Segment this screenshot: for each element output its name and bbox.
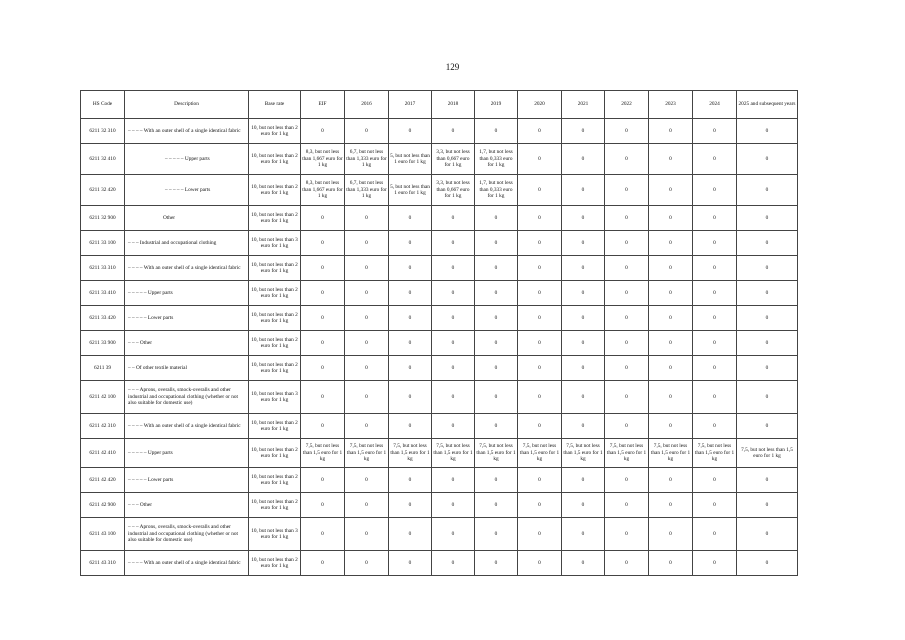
rate-cell: 0 — [737, 551, 798, 576]
description-cell: – – – – With an outer shell of a single identical fabric — [125, 119, 249, 144]
rate-cell: 0 — [562, 493, 605, 518]
rate-cell: 0 — [562, 281, 605, 306]
rate-cell: 0 — [432, 518, 475, 551]
rate-cell: 0 — [301, 206, 345, 231]
rate-cell: 0 — [693, 518, 737, 551]
rate-cell: 0 — [389, 281, 432, 306]
rate-cell: 0 — [693, 119, 737, 144]
rate-cell: 0 — [737, 231, 798, 256]
rate-cell: 0 — [562, 175, 605, 206]
base-rate-cell: 10, but not less than 3 euro for 1 kg — [249, 231, 301, 256]
description-cell: Other — [125, 206, 249, 231]
rate-cell: 0 — [649, 144, 693, 175]
base-rate-cell: 10, but not less than 2 euro for 1 kg — [249, 281, 301, 306]
rate-cell: 0 — [693, 256, 737, 281]
rate-cell: 7,5, but not less than 1,5 euro for 1 kg — [649, 439, 693, 468]
rate-cell: 3,3, but not less than 0,667 euro for 1 kg — [432, 175, 475, 206]
page-number: 129 — [445, 62, 460, 72]
rate-cell: 0 — [475, 206, 518, 231]
description-cell: – – – – – Lower parts — [125, 306, 249, 331]
rate-cell: 8,3, but not less than 1,667 euro for 1 kg — [301, 175, 345, 206]
hs-code-cell: 6211 33 410 — [81, 281, 125, 306]
rate-cell: 0 — [475, 119, 518, 144]
base-rate-cell: 10, but not less than 2 euro for 1 kg — [249, 439, 301, 468]
rate-cell: 0 — [345, 231, 389, 256]
rate-cell: 0 — [649, 119, 693, 144]
rate-cell: 0 — [475, 281, 518, 306]
rate-cell: 0 — [605, 493, 649, 518]
rate-cell: 0 — [518, 175, 562, 206]
description-cell: – – – – With an outer shell of a single identical fabric — [125, 414, 249, 439]
rate-cell: 0 — [345, 306, 389, 331]
description-cell: – – – Aprons, overalls, smock-overalls and other industrial and occupational clothing (whether or not also suitable for domestic use) — [125, 381, 249, 414]
rate-cell: 0 — [605, 356, 649, 381]
rate-cell: 0 — [562, 468, 605, 493]
rate-cell: 0 — [605, 468, 649, 493]
hs-code-cell: 6211 33 100 — [81, 231, 125, 256]
rate-cell: 0 — [475, 551, 518, 576]
rate-cell: 0 — [605, 119, 649, 144]
rate-cell: 0 — [301, 356, 345, 381]
rate-cell: 0 — [693, 281, 737, 306]
rate-cell: 0 — [432, 551, 475, 576]
rate-cell: 0 — [518, 381, 562, 414]
rate-cell: 0 — [562, 206, 605, 231]
base-rate-cell: 10, but not less than 3 euro for 1 kg — [249, 518, 301, 551]
column-header: 2025 and subsequent years — [737, 91, 798, 119]
rate-cell: 0 — [649, 256, 693, 281]
rate-cell: 0 — [693, 306, 737, 331]
rate-cell: 0 — [605, 551, 649, 576]
table-row — [81, 175, 798, 206]
table-row — [81, 439, 798, 468]
rate-cell: 0 — [389, 414, 432, 439]
rate-cell: 0 — [389, 356, 432, 381]
table-row — [81, 144, 798, 175]
description-cell: – – – Other — [125, 331, 249, 356]
rate-cell: 0 — [605, 414, 649, 439]
rate-cell: 5, but not less than 1 euro for 1 kg — [389, 175, 432, 206]
rate-cell: 0 — [518, 206, 562, 231]
table-row — [81, 256, 798, 281]
hs-code-cell: 6211 39 — [81, 356, 125, 381]
rate-cell: 0 — [301, 414, 345, 439]
rate-cell: 0 — [562, 331, 605, 356]
rate-cell: 0 — [562, 356, 605, 381]
rate-cell: 0 — [605, 331, 649, 356]
column-header: EIF — [301, 91, 345, 119]
rate-cell: 0 — [345, 381, 389, 414]
description-cell: – – – – – Upper parts — [125, 281, 249, 306]
rate-cell: 0 — [562, 256, 605, 281]
rate-cell: 0 — [693, 175, 737, 206]
rate-cell: 0 — [737, 144, 798, 175]
column-header: 2022 — [605, 91, 649, 119]
rate-cell: 0 — [605, 206, 649, 231]
rate-cell: 0 — [518, 119, 562, 144]
rate-cell: 0 — [562, 381, 605, 414]
rate-cell: 0 — [649, 414, 693, 439]
rate-cell: 0 — [562, 119, 605, 144]
rate-cell: 0 — [693, 231, 737, 256]
column-header: 2019 — [475, 91, 518, 119]
rate-cell: 0 — [518, 551, 562, 576]
rate-cell: 7,5, but not less than 1,5 euro for 1 kg — [432, 439, 475, 468]
rate-cell: 0 — [432, 381, 475, 414]
rate-cell: 0 — [605, 256, 649, 281]
base-rate-cell: 10, but not less than 2 euro for 1 kg — [249, 256, 301, 281]
column-header: Base rate — [249, 91, 301, 119]
rate-cell: 0 — [518, 144, 562, 175]
rate-cell: 0 — [737, 356, 798, 381]
rate-cell: 0 — [518, 331, 562, 356]
rate-cell: 0 — [737, 381, 798, 414]
hs-code-cell: 6211 43 310 — [81, 551, 125, 576]
description-cell: – – – Industrial and occupational clothing — [125, 231, 249, 256]
column-header: 2021 — [562, 91, 605, 119]
rate-cell: 0 — [345, 414, 389, 439]
rate-cell: 0 — [737, 256, 798, 281]
hs-code-cell: 6211 32 420 — [81, 175, 125, 206]
rate-cell: 0 — [605, 175, 649, 206]
rate-cell: 1,7, but not less than 0,333 euro for 1 kg — [475, 175, 518, 206]
rate-cell: 0 — [693, 331, 737, 356]
description-cell: – – – – – Lower parts — [125, 468, 249, 493]
rate-cell: 0 — [301, 119, 345, 144]
table-header-row — [81, 91, 798, 119]
rate-cell: 0 — [693, 468, 737, 493]
rate-cell: 0 — [475, 381, 518, 414]
column-header: 2023 — [649, 91, 693, 119]
description-cell: – – – – – Upper parts — [125, 439, 249, 468]
rate-cell: 0 — [605, 306, 649, 331]
rate-cell: 0 — [475, 256, 518, 281]
table-row — [81, 281, 798, 306]
rate-cell: 0 — [389, 231, 432, 256]
rate-cell: 0 — [693, 414, 737, 439]
column-header: 2018 — [432, 91, 475, 119]
rate-cell: 0 — [389, 551, 432, 576]
description-cell: – – – – With an outer shell of a single identical fabric — [125, 551, 249, 576]
rate-cell: 0 — [432, 414, 475, 439]
description-cell: – – – – With an outer shell of a single identical fabric — [125, 256, 249, 281]
rate-cell: 0 — [432, 231, 475, 256]
rate-cell: 3,3, but not less than 0,667 euro for 1 kg — [432, 144, 475, 175]
description-cell: – – – – – Lower parts — [125, 175, 249, 206]
base-rate-cell: 10, but not less than 2 euro for 1 kg — [249, 306, 301, 331]
rate-cell: 0 — [301, 468, 345, 493]
rate-cell: 0 — [693, 356, 737, 381]
rate-cell: 7,5, but not less than 1,5 euro for 1 kg — [693, 439, 737, 468]
rate-cell: 0 — [737, 518, 798, 551]
rate-cell: 0 — [432, 331, 475, 356]
hs-code-cell: 6211 33 420 — [81, 306, 125, 331]
table-row — [81, 306, 798, 331]
rate-cell: 0 — [345, 493, 389, 518]
rate-cell: 0 — [605, 281, 649, 306]
table-row — [81, 414, 798, 439]
table-row — [81, 356, 798, 381]
rate-cell: 0 — [475, 414, 518, 439]
base-rate-cell: 10, but not less than 3 euro for 1 kg — [249, 381, 301, 414]
description-cell: – – – Other — [125, 493, 249, 518]
rate-cell: 0 — [345, 331, 389, 356]
hs-code-cell: 6211 32 900 — [81, 206, 125, 231]
rate-cell: 0 — [737, 468, 798, 493]
rate-cell: 7,5, but not less than 1,5 euro for 1 kg — [737, 439, 798, 468]
rate-cell: 0 — [518, 356, 562, 381]
hs-code-cell: 6211 42 310 — [81, 414, 125, 439]
rate-cell: 0 — [345, 256, 389, 281]
rate-cell: 0 — [475, 518, 518, 551]
rate-cell: 0 — [345, 356, 389, 381]
hs-code-cell: 6211 33 310 — [81, 256, 125, 281]
rate-cell: 0 — [649, 468, 693, 493]
rate-cell: 0 — [301, 518, 345, 551]
base-rate-cell: 10, but not less than 2 euro for 1 kg — [249, 206, 301, 231]
rate-cell: 0 — [301, 231, 345, 256]
column-header: 2024 — [693, 91, 737, 119]
table-row — [81, 381, 798, 414]
base-rate-cell: 10, but not less than 2 euro for 1 kg — [249, 331, 301, 356]
hs-code-cell: 6211 32 410 — [81, 144, 125, 175]
rate-cell: 0 — [737, 493, 798, 518]
rate-cell: 0 — [475, 493, 518, 518]
rate-cell: 0 — [345, 518, 389, 551]
rate-cell: 0 — [432, 256, 475, 281]
rate-cell: 0 — [649, 231, 693, 256]
rate-cell: 0 — [301, 306, 345, 331]
base-rate-cell: 10, but not less than 2 euro for 1 kg — [249, 468, 301, 493]
rate-cell: 0 — [693, 144, 737, 175]
rate-cell: 0 — [562, 231, 605, 256]
table-row — [81, 493, 798, 518]
rate-cell: 0 — [737, 119, 798, 144]
rate-cell: 0 — [389, 468, 432, 493]
rate-cell: 7,5, but not less than 1,5 euro for 1 kg — [389, 439, 432, 468]
hs-code-cell: 6211 42 410 — [81, 439, 125, 468]
rate-cell: 0 — [737, 281, 798, 306]
table-row — [81, 518, 798, 551]
hs-code-cell: 6211 33 900 — [81, 331, 125, 356]
rate-cell: 7,5, but not less than 1,5 euro for 1 kg — [518, 439, 562, 468]
table-row — [81, 551, 798, 576]
rate-cell: 7,5, but not less than 1,5 euro for 1 kg — [301, 439, 345, 468]
rate-cell: 0 — [649, 281, 693, 306]
rate-cell: 0 — [605, 231, 649, 256]
rate-cell: 0 — [389, 518, 432, 551]
rate-cell: 0 — [301, 281, 345, 306]
rate-cell: 0 — [605, 144, 649, 175]
rate-cell: 0 — [389, 256, 432, 281]
rate-cell: 0 — [432, 493, 475, 518]
table-row — [81, 231, 798, 256]
rate-cell: 0 — [432, 306, 475, 331]
table-row — [81, 119, 798, 144]
rate-cell: 0 — [432, 468, 475, 493]
rate-cell: 1,7, but not less than 0,333 euro for 1 kg — [475, 144, 518, 175]
rate-cell: 0 — [737, 306, 798, 331]
rate-cell: 0 — [562, 551, 605, 576]
rate-cell: 0 — [737, 414, 798, 439]
rate-cell: 0 — [649, 551, 693, 576]
rate-cell: 0 — [432, 356, 475, 381]
hs-code-cell: 6211 32 310 — [81, 119, 125, 144]
rate-cell: 0 — [345, 119, 389, 144]
rate-cell: 6,7, but not less than 1,333 euro for 1 kg — [345, 175, 389, 206]
rate-cell: 0 — [475, 331, 518, 356]
rate-cell: 0 — [345, 551, 389, 576]
rate-cell: 0 — [475, 468, 518, 493]
rate-cell: 0 — [649, 175, 693, 206]
rate-cell: 7,5, but not less than 1,5 euro for 1 kg — [562, 439, 605, 468]
base-rate-cell: 10, but not less than 2 euro for 1 kg — [249, 414, 301, 439]
rate-cell: 0 — [518, 231, 562, 256]
rate-cell: 0 — [649, 331, 693, 356]
rate-cell: 0 — [605, 381, 649, 414]
rate-cell: 0 — [345, 281, 389, 306]
rate-cell: 5, but not less than 1 euro for 1 kg — [389, 144, 432, 175]
table-row — [81, 331, 798, 356]
rate-cell: 0 — [389, 381, 432, 414]
rate-cell: 0 — [389, 493, 432, 518]
rate-cell: 0 — [649, 306, 693, 331]
rate-cell: 0 — [301, 256, 345, 281]
hs-code-cell: 6211 42 100 — [81, 381, 125, 414]
rate-cell: 0 — [518, 518, 562, 551]
table-row — [81, 468, 798, 493]
rate-cell: 0 — [562, 144, 605, 175]
column-header: 2020 — [518, 91, 562, 119]
rate-cell: 0 — [649, 518, 693, 551]
column-header: 2016 — [345, 91, 389, 119]
rate-cell: 8,3, but not less than 1,667 euro for 1 kg — [301, 144, 345, 175]
description-cell: – – – Aprons, overalls, smock-overalls and other industrial and occupational clothing (whether or not also suitable for domestic use) — [125, 518, 249, 551]
rate-cell: 0 — [737, 206, 798, 231]
rate-cell: 0 — [389, 119, 432, 144]
description-cell: – – – – – Upper parts — [125, 144, 249, 175]
column-header: HS Code — [81, 91, 125, 119]
rate-cell: 0 — [301, 551, 345, 576]
hs-code-cell: 6211 43 100 — [81, 518, 125, 551]
base-rate-cell: 10, but not less than 2 euro for 1 kg — [249, 144, 301, 175]
rate-cell: 0 — [518, 468, 562, 493]
rate-cell: 0 — [562, 414, 605, 439]
rate-cell: 0 — [693, 493, 737, 518]
rate-cell: 0 — [475, 356, 518, 381]
rate-cell: 0 — [737, 331, 798, 356]
rate-cell: 7,5, but not less than 1,5 euro for 1 kg — [605, 439, 649, 468]
rate-cell: 0 — [345, 468, 389, 493]
hs-code-cell: 6211 42 900 — [81, 493, 125, 518]
rate-cell: 0 — [649, 493, 693, 518]
rate-cell: 0 — [649, 356, 693, 381]
rate-cell: 0 — [301, 381, 345, 414]
rate-cell: 0 — [301, 331, 345, 356]
rate-cell: 0 — [518, 281, 562, 306]
rate-cell: 0 — [693, 206, 737, 231]
rate-cell: 0 — [562, 518, 605, 551]
base-rate-cell: 10, but not less than 2 euro for 1 kg — [249, 119, 301, 144]
rate-cell: 0 — [518, 414, 562, 439]
hs-code-cell: 6211 42 420 — [81, 468, 125, 493]
rate-cell: 0 — [475, 306, 518, 331]
base-rate-cell: 10, but not less than 2 euro for 1 kg — [249, 175, 301, 206]
table-row — [81, 206, 798, 231]
rate-cell: 6,7, but not less than 1,333 euro for 1 kg — [345, 144, 389, 175]
rate-cell: 7,5, but not less than 1,5 euro for 1 kg — [345, 439, 389, 468]
rate-cell: 0 — [389, 306, 432, 331]
rate-cell: 0 — [693, 551, 737, 576]
rate-cell: 0 — [518, 256, 562, 281]
base-rate-cell: 10, but not less than 2 euro for 1 kg — [249, 493, 301, 518]
rate-cell: 0 — [518, 493, 562, 518]
rate-cell: 0 — [345, 206, 389, 231]
column-header: Description — [125, 91, 249, 119]
base-rate-cell: 10, but not less than 2 euro for 1 kg — [249, 551, 301, 576]
rate-cell: 0 — [389, 206, 432, 231]
tariff-schedule-table — [80, 90, 798, 576]
rate-cell: 0 — [432, 281, 475, 306]
rate-cell: 0 — [432, 206, 475, 231]
rate-cell: 0 — [389, 331, 432, 356]
rate-cell: 0 — [737, 175, 798, 206]
rate-cell: 0 — [518, 306, 562, 331]
rate-cell: 0 — [301, 493, 345, 518]
rate-cell: 0 — [432, 119, 475, 144]
rate-cell: 0 — [649, 381, 693, 414]
rate-cell: 0 — [693, 381, 737, 414]
rate-cell: 0 — [649, 206, 693, 231]
rate-cell: 0 — [605, 518, 649, 551]
base-rate-cell: 10, but not less than 2 euro for 1 kg — [249, 356, 301, 381]
rate-cell: 7,5, but not less than 1,5 euro for 1 kg — [475, 439, 518, 468]
column-header: 2017 — [389, 91, 432, 119]
rate-cell: 0 — [562, 306, 605, 331]
description-cell: – – Of other textile material — [125, 356, 249, 381]
rate-cell: 0 — [475, 231, 518, 256]
